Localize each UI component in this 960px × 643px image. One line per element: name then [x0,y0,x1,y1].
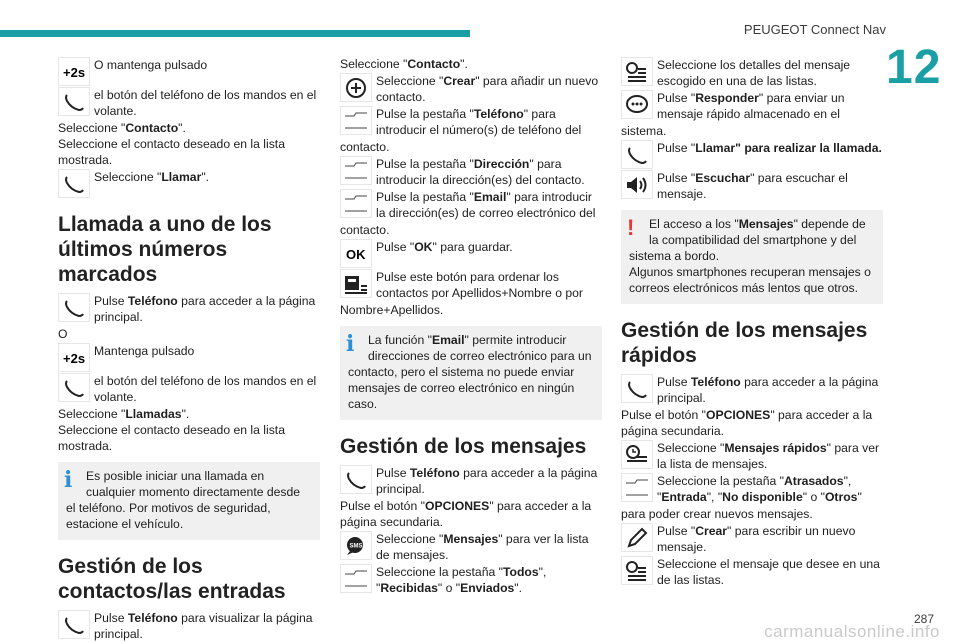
step-text: Pulse "Escuchar" para escuchar el mensaje. [657,171,848,201]
pencil-icon [621,523,653,552]
paragraph: Pulse el botón "OPCIONES" para acceder a la página secundaria. [621,408,873,438]
phone-handset-icon [58,373,90,402]
note-text: sistema a bordo. [629,249,720,263]
tab-icon [621,473,653,502]
watermark: carmanualsonline.info [764,622,940,641]
step-row [340,269,602,301]
svg-text:SMS: SMS [349,543,363,549]
message-details-icon [621,57,653,86]
page-number: 287 [913,612,934,626]
header-accent-bar [0,30,470,37]
step-text: Pulse Teléfono para acceder a la página principal. [94,294,316,324]
step-text: Mantenga pulsado [94,344,195,358]
message-details-icon [621,556,653,585]
hold-2s-icon [58,57,90,86]
step-row [340,564,602,596]
step-row [340,156,602,188]
step-row [58,169,320,198]
step-text: el botón del teléfono de los mandos en el volante. [94,374,317,404]
step-row [340,189,602,221]
sms-message-icon [340,531,372,560]
step-row [621,170,883,202]
step-text: Seleccione "Llamar". [94,170,210,184]
step-text: Seleccione la pestaña "Atrasados", "Entrada", "No disponible" o "Otros" [657,474,862,504]
step-text: Seleccione el mensaje que desee en una de las listas. [657,557,880,587]
step-row [621,440,883,472]
ok-label: OK [346,246,366,262]
step-row [340,531,602,563]
column-2 [340,56,602,597]
step-row [340,73,602,105]
info-note [340,326,602,420]
step-row [58,343,320,372]
step-row [621,57,883,89]
page-header-title: PEUGEOT Connect Nav [743,22,886,37]
step-row [340,465,602,497]
step-row [621,140,883,169]
paragraph: Pulse el botón "OPCIONES" para acceder a la página secundaria. [340,499,592,529]
tab-icon [340,564,372,593]
step-text: Pulse la pestaña "Dirección" para introducir la dirección(es) del contacto. [376,157,585,187]
phone-handset-icon [58,293,90,322]
paragraph: O [58,327,68,341]
paragraph: Seleccione el contacto deseado en la lista mostrada. [58,423,285,453]
add-circle-icon [340,73,372,102]
ok-icon [340,239,372,268]
step-text: Pulse "Responder" para enviar un mensaje rápido almacenado en el [657,91,845,121]
paragraph: Seleccione "Contacto". [340,57,468,71]
warning-icon: ! [627,215,635,240]
step-row [621,523,883,555]
section-heading: Gestión de los mensajes [340,435,587,458]
step-text: Pulse "OK" para guardar. [376,240,513,254]
paragraph: Nombre+Apellidos. [340,303,444,317]
column-1 [58,56,320,643]
paragraph: sistema. [621,124,667,138]
step-text: Pulse la pestaña "Teléfono" para introducir el número(s) de teléfono del [376,107,582,137]
note-text: contacto, pero el sistema no puede enviar mensajes de correo electrónico en ningún caso. [348,365,575,411]
paragraph: Seleccione "Contacto". [58,121,186,135]
tab-icon [340,156,372,185]
step-text: Pulse "Crear" para escribir un nuevo mensaje. [657,524,856,554]
note-text: El acceso a los "Mensajes" depende de la compatibilidad del smartphone y del [649,217,866,247]
step-text: Seleccione la pestaña "Todos", "Recibidas" o "Enviados". [376,565,547,595]
step-row [340,106,602,138]
step-text: Seleccione "Mensajes" para ver la lista de mensajes. [376,532,589,562]
tab-icon [340,106,372,135]
phone-handset-icon [58,610,90,639]
paragraph: Seleccione "Llamadas". [58,407,190,421]
section-heading: Llamada a uno de los últimos números marcados [58,213,272,286]
hold-2s-label: +2s [63,64,86,80]
step-row [621,473,883,505]
warning-note [621,210,883,304]
step-row [58,87,320,119]
phone-handset-icon [340,465,372,494]
step-row [340,239,602,268]
step-row [58,373,320,405]
paragraph: contacto. [340,140,390,154]
step-text: Seleccione los detalles del mensaje escogido en una de las listas. [657,58,851,88]
step-text: el botón del teléfono de los mandos en el volante. [94,88,317,118]
step-text: Pulse Teléfono para visualizar la página principal. [94,611,313,641]
paragraph: Seleccione el contacto deseado en la lista mostrada. [58,137,285,167]
step-row [621,90,883,122]
step-text: O mantenga pulsado [94,58,208,72]
note-text: el teléfono. Por motivos de seguridad, estacione el vehículo. [66,501,271,531]
column-3 [621,56,883,589]
hold-2s-label: +2s [63,350,86,366]
hold-2s-icon [58,343,90,372]
phone-handset-icon [58,169,90,198]
step-row [58,293,320,325]
section-heading: Gestión de los mensajes rápidos [621,319,868,367]
phone-handset-icon [621,374,653,403]
speaker-icon [621,170,653,199]
step-text: Pulse Teléfono para acceder a la página principal. [657,375,879,405]
tab-icon [340,189,372,218]
step-text: Pulse este botón para ordenar los contactos por Apellidos+Nombre o por [376,270,583,300]
paragraph: para poder crear nuevos mensajes. [621,507,813,521]
step-row [621,556,883,588]
step-text: Pulse "Llamar" para realizar la llamada. [657,141,882,155]
note-text: Algunos smartphones recuperan mensajes o correos electrónicos más lentos que otros. [629,265,871,295]
info-icon: i [64,467,73,493]
step-row [58,57,320,86]
step-row [58,610,320,642]
info-note [58,462,320,540]
step-text: Seleccione "Crear" para añadir un nuevo contacto. [376,74,599,104]
step-row [621,374,883,406]
note-text: Es posible iniciar una llamada en cualquier momento directamente desde [86,469,301,499]
section-heading: Gestión de los contactos/las entradas [58,555,286,603]
note-text: La función "Email" permite introducir direcciones de correo electrónico para un [368,333,592,363]
paragraph: contacto. [340,223,390,237]
step-text: Pulse la pestaña "Email" para introducir la dirección(es) de correo electrónico del [376,190,596,220]
contact-sort-icon [340,269,372,298]
info-icon: i [346,331,355,357]
reply-message-icon [621,90,653,119]
step-text: Pulse Teléfono para acceder a la página principal. [376,466,598,496]
quick-messages-icon [621,440,653,469]
phone-handset-icon [58,87,90,116]
phone-handset-icon [621,140,653,169]
chapter-number: 12 [886,41,942,94]
step-text: Seleccione "Mensajes rápidos" para ver la lista de mensajes. [657,441,880,471]
